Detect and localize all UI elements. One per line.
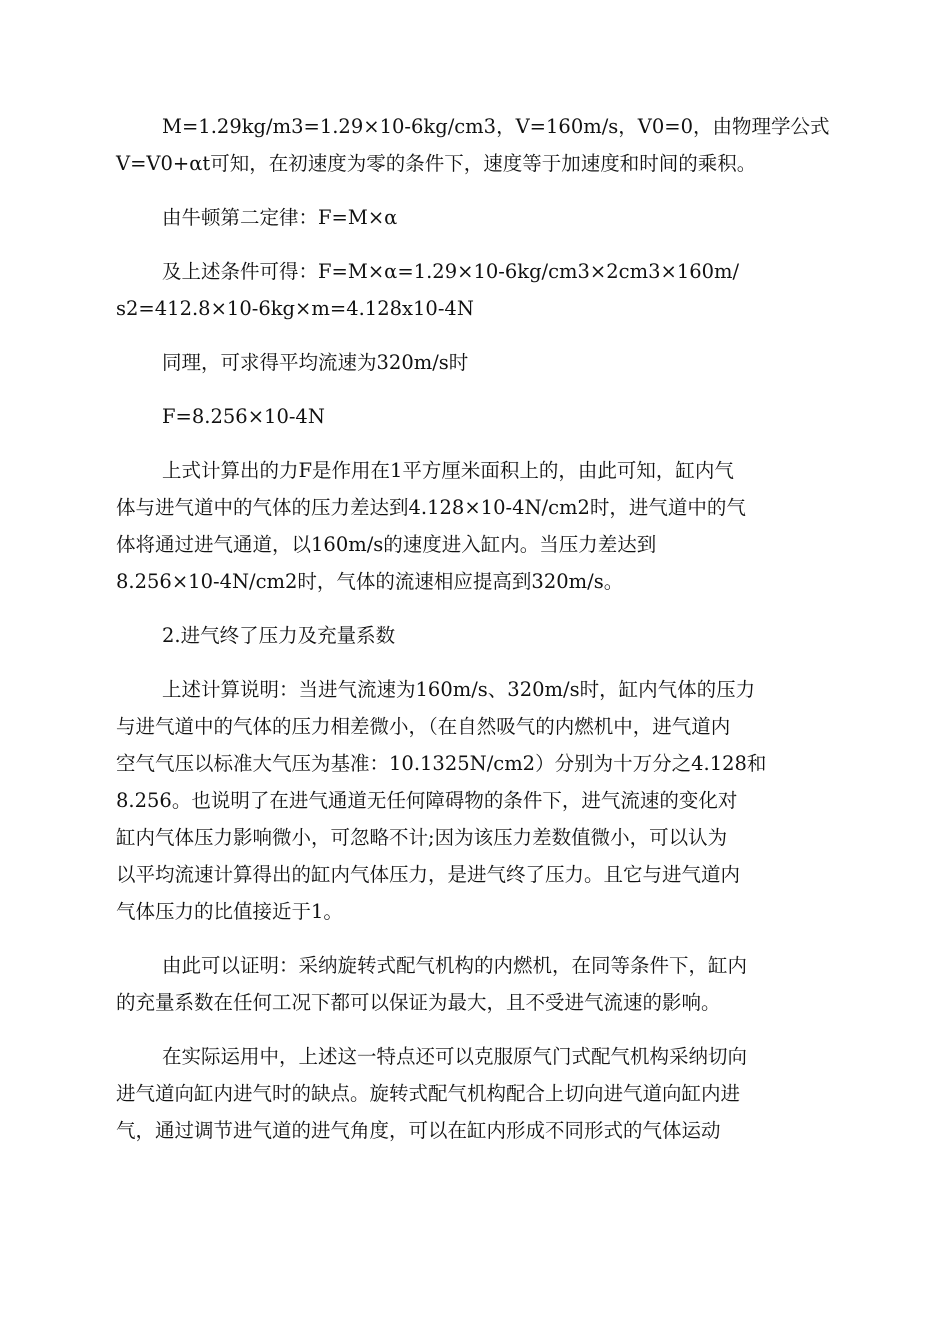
text-line: 的充量系数在任何工况下都可以保证为最大，且不受进气流速的影响。	[116, 991, 721, 1014]
text-line: s2=412.8×10-6kg×m=4.128x10-4N	[116, 297, 474, 320]
document-body	[116, 108, 838, 1166]
text-line: 同理，可求得平均流速为320m/s时	[162, 351, 469, 374]
text-line: 进气道向缸内进气时的缺点。旋转式配气机构配合上切向进气道向缸内进	[116, 1082, 741, 1105]
text-line: 2.进气终了压力及充量系数	[162, 624, 396, 647]
text-line: 气，通过调节进气道的进气角度，可以在缸内形成不同形式的气体运动	[116, 1119, 721, 1142]
text-line: 上式计算出的力F是作用在1平方厘米面积上的，由此可知，缸内气	[162, 459, 734, 482]
text-line: M=1.29kg/m3=1.29×10-6kg/cm3，V=160m/s，V0=0，由物理学公式	[162, 115, 830, 138]
text-line: 气体压力的比值接近于1。	[116, 900, 343, 923]
text-line: 缸内气体压力影响微小，可忽略不计;因为该压力差数值微小，可以认为	[116, 826, 728, 849]
paragraph-force-result	[116, 398, 838, 435]
text-line: 由牛顿第二定律：F=M×α	[162, 206, 398, 229]
paragraph-similarly	[116, 344, 838, 381]
text-line: 在实际运用中，上述这一特点还可以克服原气门式配气机构采纳切向	[162, 1045, 748, 1068]
text-line: 体与进气道中的气体的压力差达到4.128×10-4N/cm2时，进气道中的气	[116, 496, 746, 519]
text-line: 由此可以证明：采纳旋转式配气机构的内燃机，在同等条件下，缸内	[162, 954, 748, 977]
paragraph-practical-application	[116, 1038, 838, 1149]
text-line: F=8.256×10-4N	[162, 405, 325, 428]
text-line: 8.256×10-4N/cm2时，气体的流速相应提高到320m/s。	[116, 570, 624, 593]
paragraph-density-velocity	[116, 108, 838, 182]
paragraph-newton-law	[116, 199, 838, 236]
text-line: 及上述条件可得：F=M×α=1.29×10-6kg/cm3×2cm3×160m/	[162, 260, 740, 283]
paragraph-pressure-difference	[116, 452, 838, 600]
section-heading	[116, 617, 838, 654]
text-line: 空气气压以标准大气压为基准：10.1325N/cm2）分别为十万分之4.128和	[116, 752, 767, 775]
paragraph-calculation-explanation	[116, 671, 838, 930]
text-line: 以平均流速计算得出的缸内气体压力，是进气终了压力。且它与进气道内	[116, 863, 741, 886]
paragraph-force-calculation	[116, 253, 838, 327]
text-line: 体将通过进气通道，以160m/s的速度进入缸内。当压力差达到	[116, 533, 657, 556]
text-line: 上述计算说明：当进气流速为160m/s、320m/s时，缸内气体的压力	[162, 678, 756, 701]
paragraph-conclusion	[116, 947, 838, 1021]
text-line: 与进气道中的气体的压力相差微小，（在自然吸气的内燃机中，进气道内	[116, 715, 731, 738]
text-line: V=V0+αt可知，在初速度为零的条件下，速度等于加速度和时间的乘积。	[116, 152, 757, 175]
text-line: 8.256。也说明了在进气通道无任何障碍物的条件下，进气流速的变化对	[116, 789, 738, 812]
